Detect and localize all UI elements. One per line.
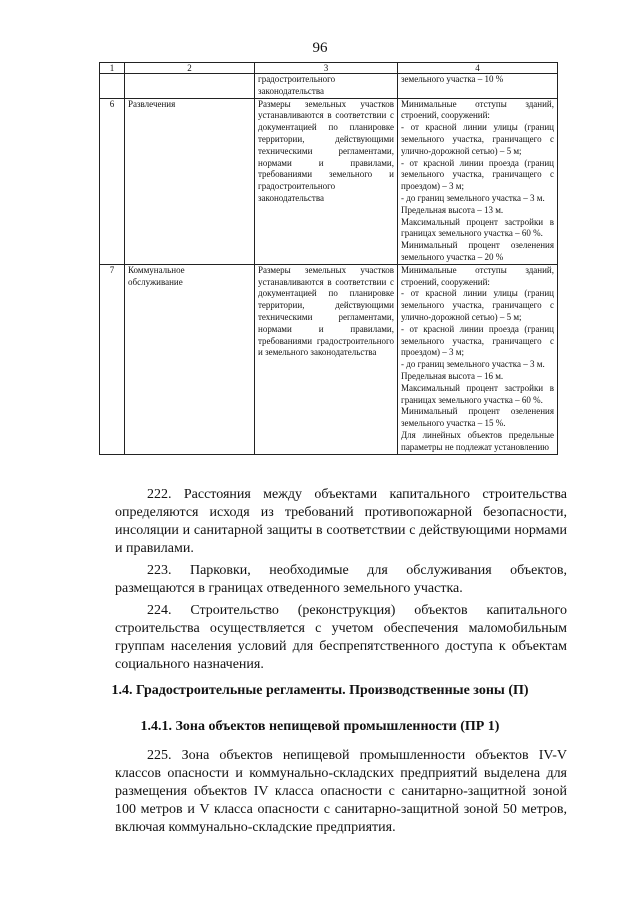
parameter-line: - от красной линии проезда (границ земельного участка, граничащего с проездом) – 3 м; — [401, 323, 554, 358]
table-row — [100, 264, 558, 454]
subsection-heading: 1.4.1. Зона объектов непищевой промышленности (ПР 1) — [140, 719, 500, 734]
page-number: 96 — [312, 40, 328, 56]
parameter-line: Минимальный процент озеленения земельного участка – 15 %. — [401, 406, 554, 429]
use-name-line: обслуживание — [128, 276, 183, 287]
use-name-cell — [125, 74, 255, 99]
parameter-line: - от красной линии улицы (границ земельного участка, граничащего с улично-дорожной сетью) – 5 м; — [401, 288, 554, 322]
row-number-cell — [100, 74, 125, 99]
parameter-line: - от красной линии улицы (границ земельного участка, граничащего с улично-дорожной сетью) – 5 м; — [401, 122, 554, 156]
body-paragraphs — [115, 486, 567, 678]
table-header-row — [100, 63, 558, 74]
parameter-line: Минимальные отступы зданий, строений, сооружений: — [401, 264, 554, 287]
use-name-cell — [125, 98, 255, 264]
land-size-cell — [255, 74, 398, 99]
parameter-line: Предельная высота – 16 м. — [401, 370, 504, 381]
cell-line: законодательства — [258, 85, 324, 96]
parameter-line: - до границ земельного участка – 3 м. — [401, 359, 545, 370]
parameters-cell — [398, 74, 558, 99]
parameter-line: Минимальный процент озеленения земельного участка – 20 % — [401, 240, 554, 262]
use-name-cell — [125, 264, 255, 454]
paragraph-223: 223. Парковки, необходимые для обслуживания объектов, размещаются в границах отведенного земельного участка. — [115, 563, 567, 596]
paragraph-225: 225. Зона объектов непищевой промышленности объектов IV-V классов опасности и коммунально-складских предприятий выделена для размещения объектов IV класса опасности с санитарно-защитной зоной 100 метров и V класса опасности с санитарно-защитной зоной 50 метров, включая коммунально-складские предприятия. — [115, 748, 567, 835]
parameter-line: Минимальные отступы зданий, строений, сооружений: — [401, 98, 554, 121]
parameter-line: Максимальный процент застройки в границах земельного участка – 60 %. — [401, 382, 554, 405]
section-heading: 1.4. Градостроительные регламенты. Производственные зоны (П) — [111, 683, 529, 698]
parameter-line: - от красной линии проезда (границ земельного участка, граничащего с проездом) – 3 м; — [401, 157, 554, 192]
land-size-cell: Размеры земельных участков устанавливаются в соответствии с документацией по планировке территории, действующими техническими регламентами, нормами и правилами, требованиями земельного и градостроительного законодательства — [255, 98, 398, 264]
paragraph-222: 222. Расстояния между объектами капитального строительства определяются исходя из требований противопожарной безопасности, инсоляции и санитарной защиты в соответствии с действующими нормами и правилами. — [115, 487, 567, 556]
use-name-line: Развлечения — [128, 98, 176, 109]
use-name-line: Коммунальное — [128, 264, 185, 275]
cell-line: земельного участка – 10 % — [401, 74, 504, 84]
paragraph-224: 224. Строительство (реконструкция) объектов капитального строительства осуществляется с учетом обеспечения маломобильным группам населения условий для беспрепятственного доступа к объектам социального назначения. — [115, 603, 567, 672]
column-number-4: 4 — [398, 63, 558, 74]
column-number-1: 1 — [100, 63, 125, 74]
parameter-line: Для линейных объектов предельные параметры не подлежат установлению — [401, 429, 554, 452]
parameters-cell — [398, 264, 558, 454]
parameter-line: Предельная высота – 13 м. — [401, 204, 504, 215]
cell-line: градостроительного — [258, 74, 336, 84]
table-row-continuation — [100, 74, 558, 99]
column-number-3: 3 — [255, 63, 398, 74]
parameters-cell — [398, 98, 558, 264]
parameter-line: Максимальный процент застройки в границах земельного участка – 60 %. — [401, 216, 554, 239]
column-number-2: 2 — [125, 63, 255, 74]
land-size-cell: Размеры земельных участков устанавливаются в соответствии с документацией по планировке территории, действующими техническими регламентами, нормами и правилами, требованиями градостроительного и земельного законодательства — [255, 264, 398, 454]
regulations-table — [99, 62, 558, 455]
row-number-cell: 7 — [100, 264, 125, 454]
row-number-cell: 6 — [100, 98, 125, 264]
table-row — [100, 98, 558, 264]
parameter-line: - до границ земельного участка – 3 м. — [401, 192, 545, 203]
